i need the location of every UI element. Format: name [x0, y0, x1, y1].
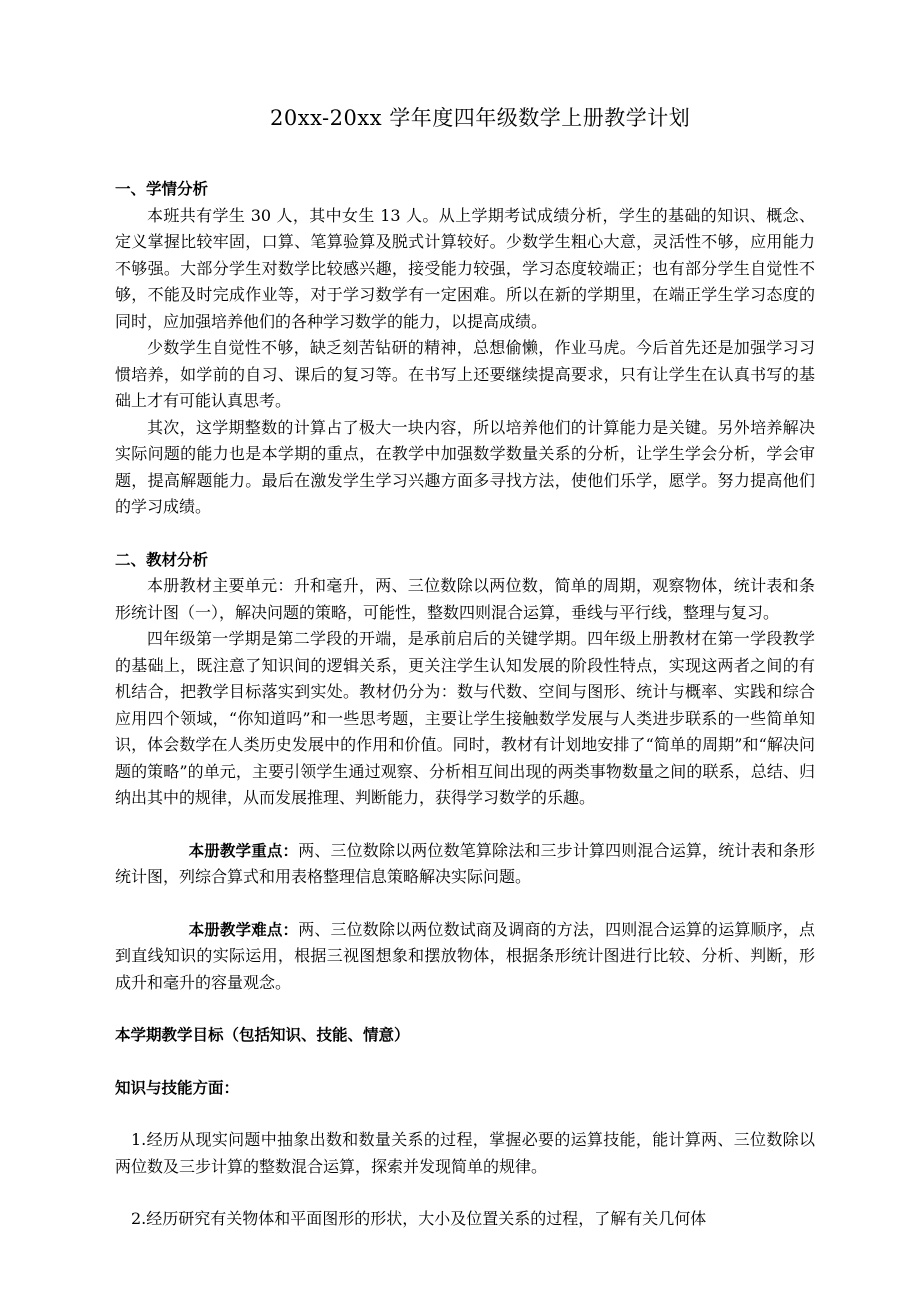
paragraph: 四年级第一学期是第二学段的开端，是承前启后的关键学期。四年级上册教材在第一学段教学的基础上，既注意了知识间的逻辑关系，更关注学生认知发展的阶段性特点，实现这两者之间的有机结合，把教学目标落实到实处。教材仍分为：数与代数、空间与图形、统计与概率、实践和综合应用四个领域，“你知道吗”和一些思考题，主要让学生接触数学发展与人类进步联系的一些简单知识，体会数学在人类历史发展中的作用和价值。同时，教材有计划地安排了“简单的周期”和“解决问题的策略”的单元，主要引领学生通过观察、分析相互间出现的两类事物数量之间的联系，总结、归纳出其中的规律，从而发展推理、判断能力，获得学习数学的乐趣。	[115, 629, 815, 807]
difficult-points-text: 两、三位数除以两位数试商及调商的方法，四则混合运算的运算顺序，点到直线知识的实际运用，根据三视图想象和摆放物体，根据条形统计图进行比较、分析、判断，形成升和毫升的容量观念。	[115, 919, 815, 992]
spacer	[115, 1180, 815, 1206]
difficult-points-paragraph	[115, 917, 815, 997]
section-heading-textbook-analysis: 二、教材分析	[115, 550, 209, 569]
spacer	[115, 1101, 815, 1127]
spacer	[115, 996, 815, 1022]
spacer	[115, 1049, 815, 1075]
teaching-goals-heading: 本学期教学目标（包括知识、技能、情意）	[115, 1026, 410, 1044]
key-points-label: 本册教学重点：	[188, 841, 299, 860]
key-points-text: 两、三位数除以两位数笔算除法和三步计算四则混合运算，统计表和条形统计图，列综合算式和用表格整理信息策略解决实际问题。	[115, 840, 815, 886]
document-title: 20xx-20xx 学年度四年级数学上册教学计划	[270, 106, 691, 130]
spacer	[115, 521, 815, 547]
paragraph: 少数学生自觉性不够，缺乏刻苦钻研的精神，总想偷懒，作业马虎。今后首先还是加强学习习惯培养，如学前的自习、课后的复习等。在书写上还要继续提高要求，只有让学生在认真书写的基础上才有可能认真思考。	[115, 338, 815, 410]
key-points-paragraph	[115, 838, 815, 891]
knowledge-skills-heading: 知识与技能方面：	[115, 1078, 240, 1097]
paragraph: 本班共有学生 30 人，其中女生 13 人。从上学期考试成绩分析，学生的基础的知识、概念、定义掌握比较牢固，口算、笔算验算及脱式计算较好。少数学生粗心大意，灵活性不够，应用能力不够强。大部分学生对数学比较感兴趣，接受能力较强，学习态度较端正；也有部分学生自觉性不够，不能及时完成作业等，对于学习数学有一定困难。所以在新的学期里，在端正学生学习态度的同时，应加强培养他们的各种学习数学的能力，以提高成绩。	[115, 205, 815, 331]
goal-list-item: 2.经历研究有关物体和平面图形的形状，大小及位置关系的过程，了解有关几何体	[131, 1209, 707, 1228]
difficult-points-label: 本册教学难点：	[188, 920, 299, 939]
spacer	[115, 891, 815, 917]
spacer	[115, 812, 815, 838]
goal-list-item: 1.经历从现实问题中抽象出数和数量关系的过程，掌握必要的运算技能，能计算两、三位数除以两位数及三步计算的整数混合运算，探索并发现简单的规律。	[115, 1130, 815, 1176]
paragraph: 其次，这学期整数的计算占了极大一块内容，所以培养他们的计算能力是关键。另外培养解决实际问题的能力也是本学期的重点，在教学中加强数学数量关系的分析，让学生学会分析，学会审题，提高解题能力。最后在激发学生学习兴趣方面多寻找方法，使他们乐学，愿学。努力提高他们的学习成绩。	[115, 417, 815, 516]
section-heading-student-analysis: 一、学情分析	[115, 180, 209, 198]
paragraph: 本册教材主要单元：升和毫升，两、三位数除以两位数，简单的周期，观察物体，统计表和条形统计图（一），解决问题的策略，可能性，整数四则混合运算，垂线与平行线，整理与复习。	[115, 576, 815, 622]
document-page	[115, 98, 815, 1233]
